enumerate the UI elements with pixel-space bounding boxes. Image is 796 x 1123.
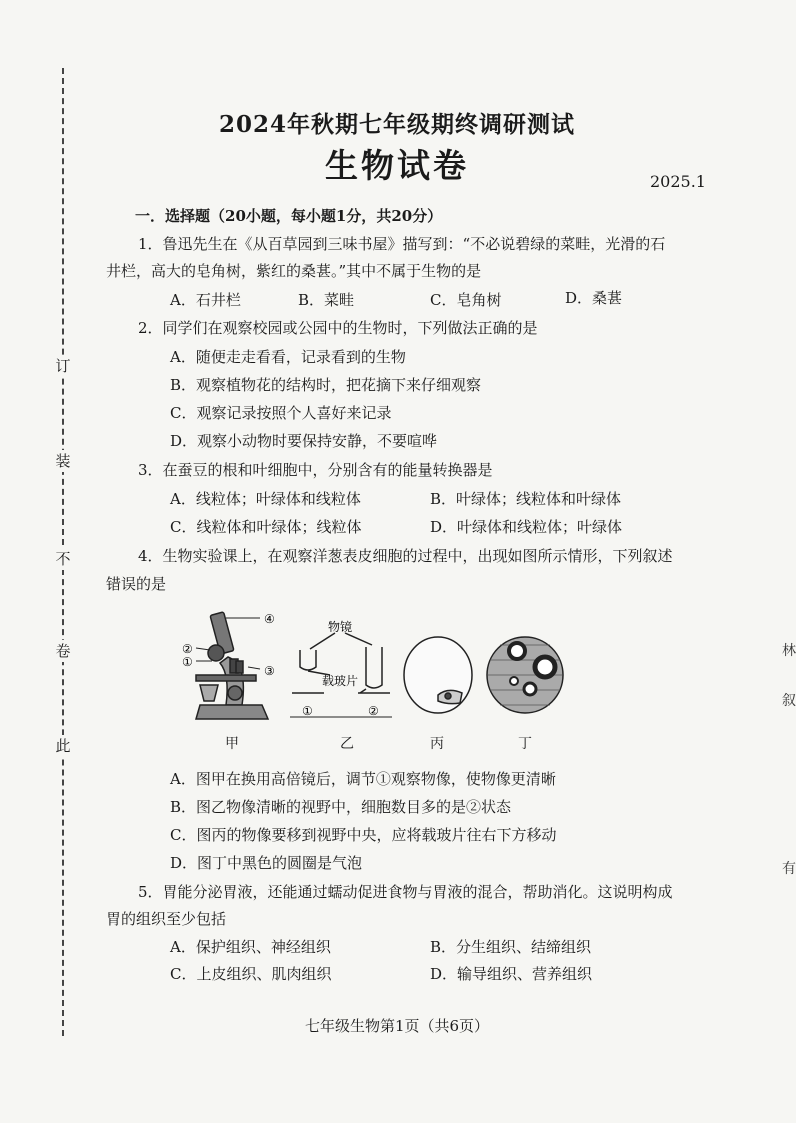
section-heading: 一．选择题（20小题，每小题1分，共20分） — [135, 207, 443, 225]
slide-label: 载玻片 — [322, 674, 359, 688]
q1-stem-line1: 1．鲁迅先生在《从百草园到三味书屋》描写到：“不必说碧绿的菜畦，光滑的石 — [138, 235, 666, 253]
view-field-ding — [487, 637, 563, 713]
q5-option-a: A．保护组织、神经组织 — [170, 938, 331, 956]
view-field-bing — [404, 637, 472, 713]
microscope-drawing — [196, 612, 268, 719]
exam-subject-title: 生物试卷 — [325, 146, 469, 185]
edge-char-3: 有 — [782, 861, 796, 877]
q2-stem: 2．同学们在观察校园或公园中的生物时，下列做法正确的是 — [138, 319, 538, 337]
q1-option-d: D．桑葚 — [565, 289, 623, 307]
q4-stem-line2: 错误的是 — [106, 575, 167, 593]
q3-option-b: B．叶绿体；线粒体和叶绿体 — [430, 490, 622, 508]
microscope-mark-4: ④ — [264, 612, 275, 626]
q1-option-a: A．石井栏 — [170, 291, 241, 309]
microscope-mark-3: ③ — [264, 664, 275, 678]
q3-option-d: D．叶绿体和线粒体；叶绿体 — [430, 518, 623, 536]
objective-label: 物镜 — [328, 620, 353, 634]
fig-label-yi: 乙 — [340, 736, 354, 752]
exam-date: 2025.1 — [650, 172, 706, 191]
fig-label-ding: 丁 — [518, 736, 532, 752]
q5-stem-line2: 胃的组织至少包括 — [106, 910, 227, 928]
binding-char-bu: 不 — [52, 548, 74, 570]
q4-stem-line1: 4．生物实验课上，在观察洋葱表皮细胞的过程中，出现如图所示情形，下列叙述 — [138, 547, 673, 565]
yi-mark-2: ② — [368, 704, 379, 718]
exam-title: 2024年秋期七年级期终调研测试 — [218, 111, 575, 138]
q5-option-b: B．分生组织、结缔组织 — [430, 938, 592, 956]
q5-option-c: C．上皮组织、肌肉组织 — [170, 965, 332, 983]
q4-option-d: D．图丁中黑色的圆圈是气泡 — [170, 854, 363, 872]
q1-option-b: B．菜畦 — [298, 291, 355, 309]
q2-option-c: C．观察记录按照个人喜好来记录 — [170, 404, 392, 422]
q2-option-d: D．观察小动物时要保持安静，不要喧哗 — [170, 432, 438, 450]
binding-char-ding: 订 — [52, 355, 74, 377]
fig-label-jia: 甲 — [225, 736, 239, 752]
page-footer: 七年级生物第1页（共6页） — [304, 1017, 490, 1035]
q5-stem-line1: 5．胃能分泌胃液，还能通过蠕动促进食物与胃液的混合，帮助消化。这说明构成 — [138, 883, 673, 901]
q1-option-c: C．皂角树 — [430, 291, 502, 309]
q2-option-b: B．观察植物花的结构时，把花摘下来仔细观察 — [170, 376, 482, 394]
q2-option-a: A．随便走走看看，记录看到的生物 — [170, 348, 406, 366]
binding-char-juan: 卷 — [52, 640, 74, 662]
microscope-mark-2: ② — [182, 642, 193, 656]
binding-char-zhuang: 装 — [52, 450, 74, 472]
q4-option-a: A．图甲在换用高倍镜后，调节①观察物像，使物像更清晰 — [170, 770, 556, 788]
q1-stem-line2: 井栏，高大的皂角树，紫红的桑葚。”其中不属于生物的是 — [106, 262, 482, 280]
edge-char-1: 林 — [782, 643, 796, 659]
q3-stem: 3．在蚕豆的根和叶细胞中，分别含有的能量转换器是 — [138, 461, 493, 479]
fig-label-bing: 丙 — [430, 736, 444, 752]
q4-option-c: C．图丙的物像要移到视野中央，应将载玻片往右下方移动 — [170, 826, 557, 844]
q3-option-a: A．线粒体；叶绿体和线粒体 — [170, 490, 361, 508]
q5-option-d: D．输导组织、营养组织 — [430, 965, 593, 983]
q4-option-b: B．图乙物像清晰的视野中，细胞数目多的是②状态 — [170, 798, 512, 816]
yi-mark-1: ① — [302, 704, 313, 718]
edge-char-2: 叙 — [782, 693, 796, 709]
binding-char-ci: 此 — [52, 735, 74, 757]
microscope-mark-1: ① — [182, 655, 193, 669]
q3-option-c: C．线粒体和叶绿体；线粒体 — [170, 518, 362, 536]
